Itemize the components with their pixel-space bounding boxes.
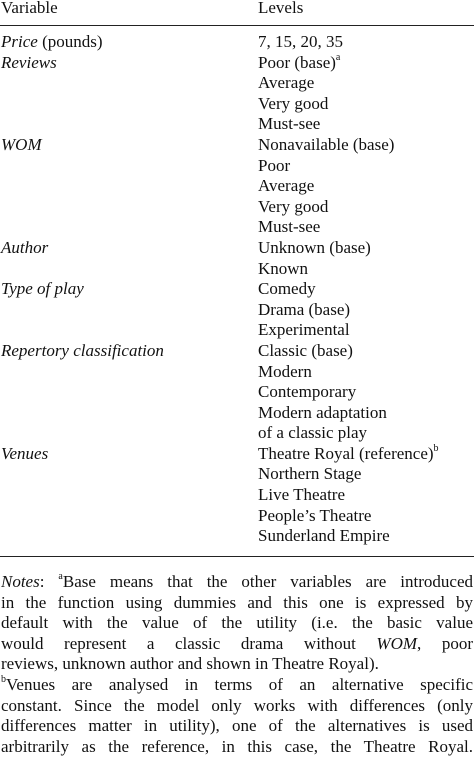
table-row (0, 526, 474, 547)
table-row (0, 300, 474, 321)
level-text: Poor (base) (258, 52, 336, 72)
table-row (0, 73, 474, 94)
note-line (1, 613, 473, 634)
footnote-marker: b (433, 443, 439, 455)
level-text: Poor (258, 155, 291, 175)
level-text: Must-see (258, 114, 321, 134)
table-row (0, 444, 474, 465)
level-text: Classic (base) (258, 340, 353, 360)
note-line: Notes: $^a$Base means that the other variables are introduced (1, 572, 473, 591)
level-cell (258, 279, 316, 300)
level-cell (258, 217, 320, 238)
table-row (0, 403, 474, 424)
level-cell (258, 382, 356, 403)
table-header (0, 0, 474, 21)
footnote-marker: a (335, 51, 341, 63)
variable-cell (1, 341, 164, 362)
level-cell (258, 362, 312, 383)
table-row (0, 320, 474, 341)
table-row (0, 362, 474, 383)
level-text: Very good (258, 196, 329, 216)
note-b-text: arbitrarily as the reference, in this case, the Theatre Royal. (1, 736, 473, 756)
note-a-after: , poor (417, 633, 473, 653)
note-line (1, 716, 473, 737)
level-cell (258, 197, 328, 218)
variable-cell (1, 444, 48, 465)
level-text: Unknown (base) (258, 237, 371, 257)
level-text: of a classic play (258, 423, 368, 443)
table-row (0, 464, 474, 485)
level-cell (258, 53, 340, 74)
level-cell (258, 444, 439, 465)
note-a-text: in the function using dummies and this one is expressed by (1, 592, 473, 612)
variable-cell (1, 238, 48, 259)
level-text: People’s Theatre (258, 505, 372, 525)
table-body (0, 32, 474, 547)
variable-name: Author (1, 237, 49, 257)
table-row (0, 423, 474, 444)
header-variable: Variable (1, 0, 58, 17)
note-a-text: would represent a classic drama without (1, 633, 356, 653)
table-row (0, 238, 474, 259)
level-cell (258, 341, 353, 362)
level-text: 7, 15, 20, 35 (258, 32, 343, 51)
table-row (0, 382, 474, 403)
table-row (0, 53, 474, 74)
table-row (0, 341, 474, 362)
header-levels: Levels (258, 0, 304, 17)
level-text: Nonavailable (base) (258, 134, 395, 154)
note-line (1, 696, 473, 717)
variable-name: Reviews (1, 52, 57, 72)
note-line (1, 675, 473, 696)
note-line (1, 634, 473, 655)
table-row (0, 176, 474, 197)
variable-name: WOM (1, 134, 42, 154)
level-text: Very good (258, 93, 329, 113)
level-text: Drama (base) (258, 299, 351, 319)
note-b-text: constant. Since the model only works with differences (only (1, 695, 473, 715)
level-text: Theatre Royal (reference) (258, 443, 434, 463)
note-a-text: default with the value of the utility (i.e. the basic value (1, 613, 473, 633)
level-cell (258, 135, 394, 156)
level-text: Modern (258, 361, 312, 381)
table-row (0, 114, 474, 135)
level-cell (258, 320, 350, 341)
level-cell (258, 300, 350, 321)
level-cell (258, 464, 361, 485)
table-notes (1, 572, 473, 757)
variable-name: Price (1, 32, 38, 51)
table-row (0, 217, 474, 238)
level-text: Average (258, 73, 315, 93)
level-cell (258, 526, 390, 547)
level-text: Comedy (258, 279, 316, 299)
level-text: Must-see (258, 217, 321, 237)
note-a-marker: a (58, 572, 63, 583)
bottom-rule (0, 556, 474, 557)
level-cell (258, 94, 328, 115)
level-text: Contemporary (258, 382, 357, 402)
note-a-text: Base means that the other variables are introduced (62, 572, 473, 591)
table-row (0, 197, 474, 218)
note-line (1, 654, 473, 675)
level-text: Northern Stage (258, 464, 362, 484)
table-row (0, 135, 474, 156)
table-row (0, 485, 474, 506)
variable-unit: (pounds) (37, 32, 103, 51)
note-a-wom: WOM (376, 633, 418, 653)
table-row (0, 506, 474, 527)
variable-cell (1, 32, 103, 53)
notes-label: Notes (1, 572, 40, 591)
table-row (0, 32, 474, 53)
level-cell (258, 259, 308, 280)
note-a-text: reviews, unknown author and shown in Theatre Royal). (1, 654, 379, 674)
variable-name: Venues (1, 443, 49, 463)
level-text: Experimental (258, 320, 350, 340)
variable-cell (1, 279, 84, 300)
level-text: Modern adaptation (258, 402, 387, 422)
variable-name: Type of play (1, 279, 84, 299)
table-row (0, 259, 474, 280)
level-cell (258, 506, 371, 527)
variable-cell (1, 135, 42, 156)
table-row (0, 94, 474, 115)
note-b-text: differences matter in utility), one of the alternatives is used (1, 716, 473, 736)
level-text: Known (258, 258, 309, 278)
header-rule (0, 25, 474, 26)
level-cell (258, 114, 320, 135)
level-cell (258, 403, 387, 424)
level-cell (258, 423, 367, 444)
level-cell (258, 156, 290, 177)
note-line (1, 593, 473, 614)
level-cell (258, 485, 345, 506)
level-cell (258, 176, 314, 197)
table-row (0, 279, 474, 300)
level-cell (258, 238, 371, 259)
level-text: Sunderland Empire (258, 526, 390, 546)
level-cell (258, 32, 343, 53)
variable-cell (1, 53, 57, 74)
note-b-text: Venues are analysed in terms of an alternative specific (6, 674, 473, 694)
level-text: Live Theatre (258, 485, 346, 505)
level-text: Average (258, 176, 315, 196)
level-cell (258, 73, 314, 94)
table-row (0, 156, 474, 177)
variable-name: Repertory classification (1, 340, 164, 360)
note-b-marker: b (1, 674, 6, 686)
